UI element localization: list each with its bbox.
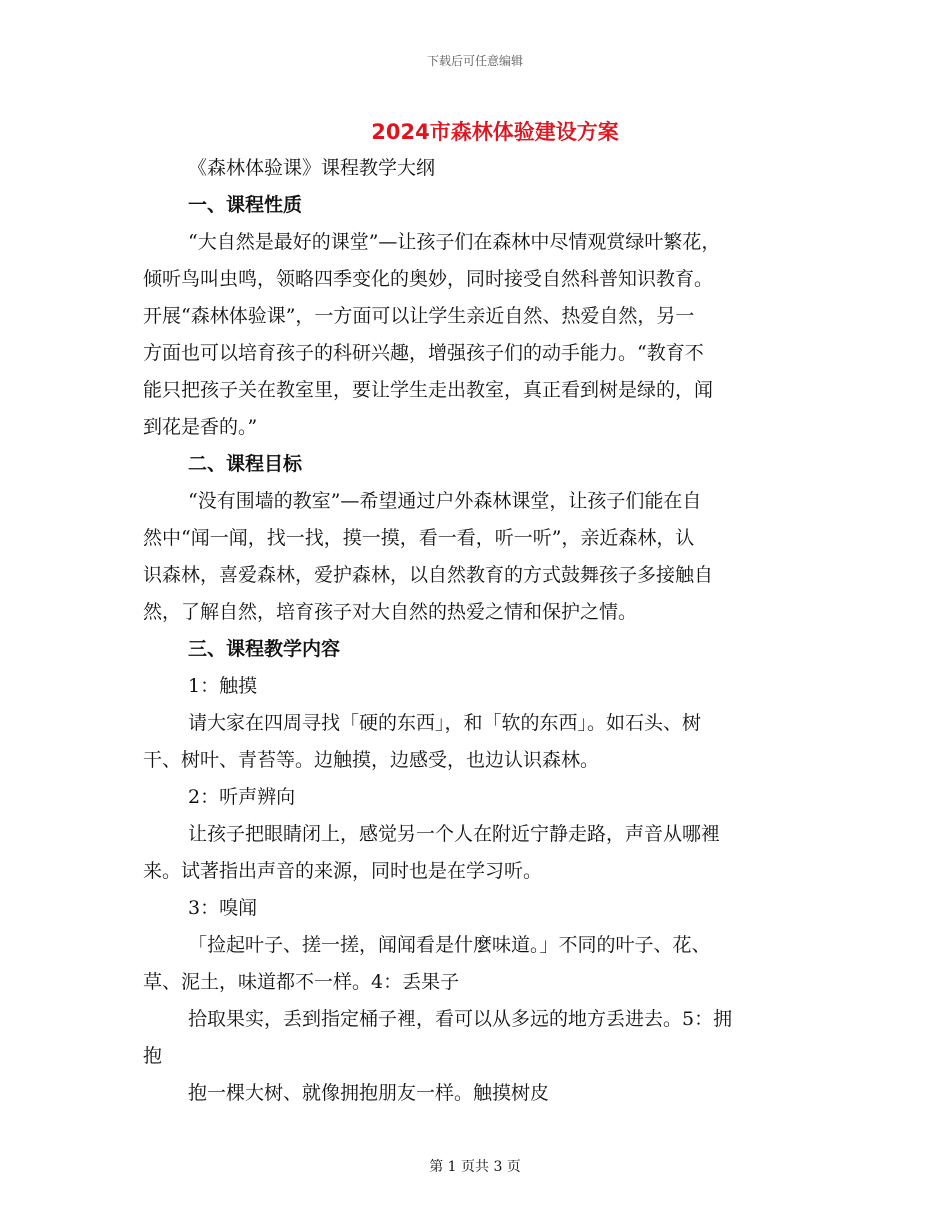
text-line: 能只把孩子关在教室里，要让学生走出教室，真正看到树是绿的，闻 <box>143 379 714 401</box>
page-footer: 第 1 页共 3 页 <box>429 1159 521 1175</box>
text-line: 拾取果实，丢到指定桶子裡，看可以从多远的地方丢进去。5：拥 <box>188 1008 733 1030</box>
text-line: 然，了解自然，培育孩子对大自然的热爱之情和保护之情。 <box>143 601 638 623</box>
text-line: 2：听声辨向 <box>188 786 296 808</box>
section-heading: 一、课程性质 <box>188 194 303 216</box>
text-line: 草、泥土，味道都不一样。4：丢果子 <box>143 971 460 993</box>
text-line: 开展“森林体验课”，一方面可以让学生亲近自然、热爱自然，另一 <box>143 305 695 327</box>
text-line: “没有围墙的教室”—希望通过户外森林课堂，让孩子们能在自 <box>188 490 702 512</box>
text-line: 到花是香的。” <box>143 416 258 438</box>
section-heading: 三、课程教学内容 <box>188 638 341 660</box>
section-heading: 二、课程目标 <box>188 453 303 475</box>
document-body <box>143 150 809 1112</box>
text-line: 倾听鸟叫虫鸣，领略四季变化的奥妙，同时接受自然科普知识教育。 <box>143 268 714 290</box>
text-line: 方面也可以培育孩子的科研兴趣，增强孩子们的动手能力。“教育不 <box>143 342 704 364</box>
text-line: 抱一棵大树、就像拥抱朋友一样。触摸树皮 <box>188 1082 550 1104</box>
text-line: 请大家在四周寻找「硬的东西」，和「软的东西」。如石头、树 <box>188 712 702 734</box>
text-line: “大自然是最好的课堂”—让孩子们在森林中尽情观赏绿叶繁花， <box>188 231 721 253</box>
text-line: 干、树叶、青苔等。边触摸，边感受，也边认识森林。 <box>143 749 600 771</box>
text-line: 1：触摸 <box>188 675 258 697</box>
text-line: 「捡起叶子、搓一搓，闻闻看是什麼味道。」不同的叶子、花、 <box>188 934 711 956</box>
text-line: 3：嗅闻 <box>188 897 258 919</box>
document-title: 2024市森林体验建设方案 <box>371 120 619 144</box>
header-note: 下载后可任意编辑 <box>426 54 523 68</box>
text-line: 抱 <box>143 1045 163 1067</box>
text-line: 《森林体验课》课程教学大纲 <box>188 157 436 179</box>
text-line: 识森林，喜爱森林，爱护森林，以自然教育的方式鼓舞孩子多接触自 <box>143 564 714 586</box>
text-line: 让孩子把眼睛闭上，感觉另一个人在附近宁静走路，声音从哪裡 <box>188 823 721 845</box>
text-line: 来。试著指出声音的来源，同时也是在学习听。 <box>143 860 543 882</box>
text-line: 然中“闻一闻，找一找，摸一摸，看一看，听一听”，亲近森林，认 <box>143 527 695 549</box>
